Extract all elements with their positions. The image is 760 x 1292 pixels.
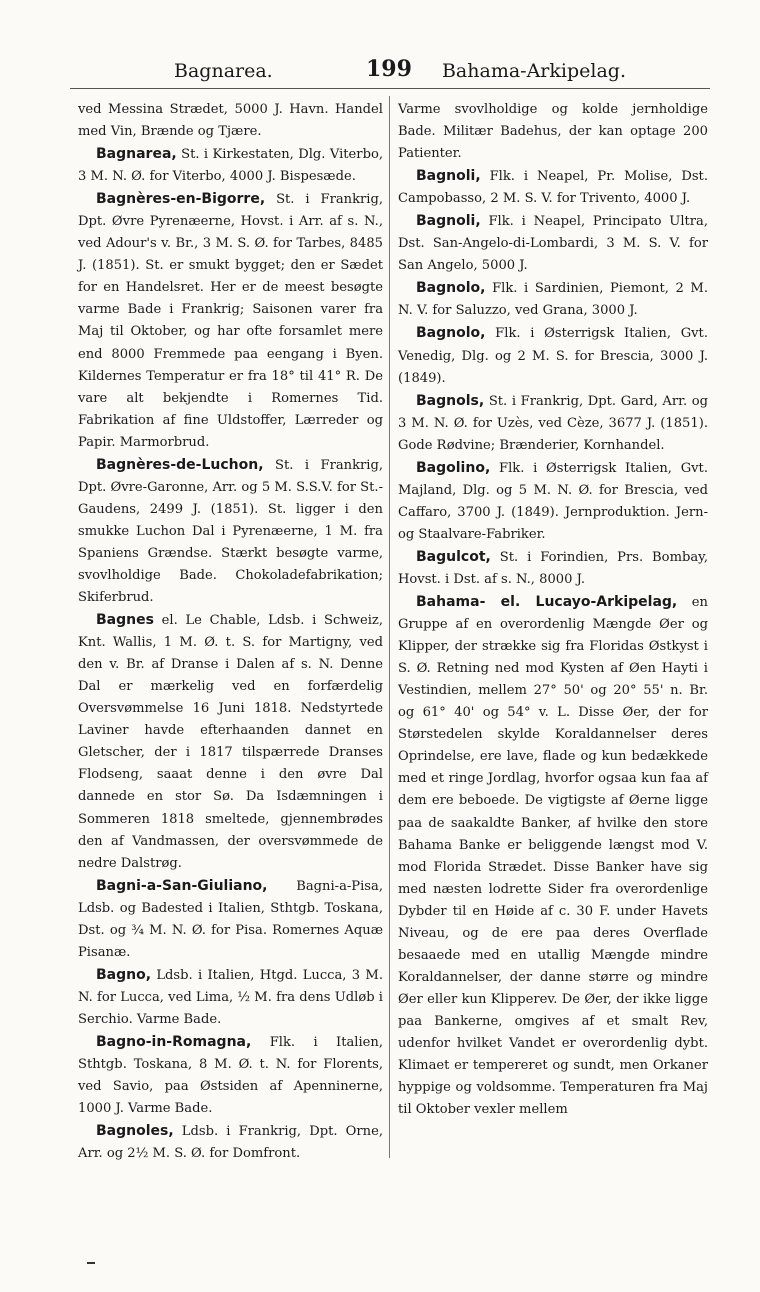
entry-headword: Bagnolo, [416, 280, 486, 297]
header-left-keyword: Bagnarea. [174, 60, 273, 82]
entry [78, 964, 383, 1031]
entry [398, 277, 708, 322]
running-header [70, 52, 710, 89]
entry [398, 165, 708, 210]
entry [398, 390, 708, 457]
entry-headword: Bagnères-en-Bigorre, [96, 191, 266, 208]
entry [398, 98, 708, 165]
entry-text: St. i Forindien, Prs. Bombay, Hovst. i Dst. af s. N., 8000 J. [398, 549, 708, 587]
entry [78, 98, 383, 143]
entry-headword: Bagno-in-Romagna, [96, 1033, 252, 1050]
entry-headword: Bagnarea, [96, 146, 177, 163]
entry-headword: Bagno, [96, 966, 152, 983]
entry-text: Flk. i Østerrigsk Italien, Gvt. Venedig, Dlg. og 2 M. S. for Brescia, 3000 J. (1849). [398, 326, 708, 386]
entry-text: St. i Frankrig, Dpt. Øvre-Garonne, Arr. og 5 M. S.S.V. for St.-Gaudens, 2499 J. (1851). St. ligger i den smukke Luchon Dal i Pyrenæerne, 1 M. fra Spaniens Grændse. Stærkt besøgte varme, svovlholdige Bade. Chokoladefabrikation; Skiferbrud. [78, 457, 383, 606]
entry-headword: Bagolino, [416, 459, 491, 476]
entry-text: Flk. i Sardinien, Piemont, 2 M. N. V. for Saluzzo, ved Grana, 3000 J. [398, 281, 708, 319]
entry-text: St. i Frankrig, Dpt. Gard, Arr. og 3 M. N. Ø. for Uzès, ved Cèze, 3677 J. (1851). Gode Rødvine; Brænderier, Kornhandel. [398, 393, 708, 453]
entry-headword: Bahama- el. Lucayo-Arkipelag, [416, 594, 678, 611]
entry-text: Ldsb. i Frankrig, Dpt. Orne, Arr. og 2½ M. S. Ø. for Domfront. [78, 1124, 383, 1162]
entry [398, 322, 708, 389]
entry-text: Flk. i Neapel, Pr. Molise, Dst. Campobasso, 2 M. S. V. for Trivento, 4000 J. [398, 169, 708, 207]
entry [78, 454, 383, 609]
right-column [398, 98, 708, 1121]
entry [78, 609, 383, 875]
entry-headword: Bagnols, [416, 392, 485, 409]
entry-headword: Bagnoli, [416, 213, 481, 230]
entry-text: en Gruppe af en overordenlig Mængde Øer og Klipper, der strække sig fra Floridas Østkyst i S. Ø. Retning ned mod Kysten af Øen Hayti i Vestindien, mellem 27° 50' og 20° 55' n. Br. og 61° 40' og 54° v. L. Disse Øer, der for Størstedelen skylde Koraldannelser deres Oprindelse, ere lave, flade og kun bedækkede med et ringe Jordlag, hvorfor ogsaa kun faa af dem ere beboede. De vigtigste af Øerne ligge paa de saakaldte Banker, af hvilke den store Bahama Banke er beliggende længst mod V. mod Florida Strædet. Disse Banker have sig med næsten lodrette Sider fra overordenlige Dybder til en Høide af c. 30 F. under Havets Niveau, og de ere paa deres Overflade besaaede med en utallig Mængde mindre Koraldannelser, der danne større og mindre Øer eller kun Klipperev. De Øer, der ikke ligge paa Bankerne, omgives af et smalt Rev, udenfor hvilket Vandet er overordenlig dybt. Klimaet er tempereret og sundt, men Orkaner hyppige og voldsomme. Temperaturen fra Maj til Oktober vexler mellem [398, 595, 708, 1118]
entry [78, 1031, 383, 1120]
entry-text: Varme svovlholdige og kolde jernholdige Bade. Militær Badehus, der kan optage 200 Patienter. [398, 102, 708, 162]
entry-headword: Bagnolo, [416, 325, 486, 342]
entry [78, 875, 383, 964]
page-number: 199 [366, 56, 412, 82]
entry-headword: Bagni-a-San-Giuliano, [96, 877, 268, 894]
entry [398, 591, 708, 1121]
entry-text: Ldsb. i Italien, Htgd. Lucca, 3 M. N. for Lucca, ved Lima, ½ M. fra dens Udløb i Serchio. Varme Bade. [78, 967, 383, 1027]
entry-headword: Bagulcot, [416, 548, 491, 565]
entry-headword: Bagnoli, [416, 168, 481, 185]
entry-headword: Bagnoles, [96, 1123, 174, 1140]
entry-text: Flk. i Østerrigsk Italien, Gvt. Majland, Dlg. og 5 M. N. Ø. for Brescia, ved Caffaro, 3700 J. (1849). Jernproduktion. Jern- og Staalvare-Fabriker. [398, 460, 708, 542]
entry [398, 210, 708, 277]
entry-text: St. i Kirkestaten, Dlg. Viterbo, 3 M. N. Ø. for Viterbo, 4000 J. Bispesæde. [78, 147, 383, 185]
entry-headword: Bagnes [96, 612, 154, 629]
entry-text: Flk. i Italien, Sthtgb. Toskana, 8 M. Ø. t. N. for Florents, ved Savio, paa Østsiden af Apenninerne, 1000 J. Varme Bade. [78, 1034, 383, 1117]
entry [78, 1120, 383, 1165]
entry-text: Flk. i Neapel, Principato Ultra, Dst. San-Angelo-di-Lombardi, 3 M. S. V. for San Angelo, 5000 J. [398, 214, 708, 274]
header-right-keyword: Bahama-Arkipelag. [441, 60, 626, 82]
entry [78, 143, 383, 188]
entry-text: el. Le Chable, Ldsb. i Schweiz, Knt. Wallis, 1 M. Ø. t. S. for Martigny, ved den v. Br. af Dranse i Dalen af s. N. Denne Dal er mærkelig ved en forfærdelig Oversvømmelse 16 Juni 1818. Nedstyrtede Laviner havde efterhaanden dannet en Gletscher, der i 1817 tilspærrede Dranses Flodseng, saaat denne i den øvre Dal dannede en stor Sø. Da Isdæmningen i Sommeren 1818 smeltede, gjennembrødes den af Vandmassen, der oversvømmede de nedre Dalstrøg. [78, 613, 383, 871]
left-column [78, 98, 383, 1165]
entry [398, 546, 708, 591]
entry-headword: Bagnères-de-Luchon, [96, 456, 264, 473]
entry-text: St. i Frankrig, Dpt. Øvre Pyrenæerne, Hovst. i Arr. af s. N., ved Adour's v. Br., 3 M. S. Ø. for Tarbes, 8485 J. (1851). St. er smukt bygget; den er Sædet for en Handelsret. Her er de meest besøgte varme Bade i Frankrig; Saisonen varer fra Maj til Oktober, og har ofte forsamlet mere end 8000 Fremmede paa eengang i Byen. Kildernes Temperatur er fra 18° til 41° R. De vare alt bekjendte i Romernes Tid. Fabrikation af fine Uldstoffer, Lærreder og Papir. Marmorbrud. [78, 192, 383, 450]
entry-text: Bagni-a-Pisa, Ldsb. og Badested i Italien, Sthtgb. Toskana, Dst. og ¾ M. N. Ø. for Pisa. Romernes Aquæ Pisanæ. [78, 878, 383, 960]
print-mark [87, 1262, 95, 1264]
entry-text: ved Messina Strædet, 5000 J. Havn. Handel med Vin, Brænde og Tjære. [78, 102, 383, 140]
entry [398, 457, 708, 546]
column-divider [389, 96, 390, 1158]
entry [78, 188, 383, 454]
